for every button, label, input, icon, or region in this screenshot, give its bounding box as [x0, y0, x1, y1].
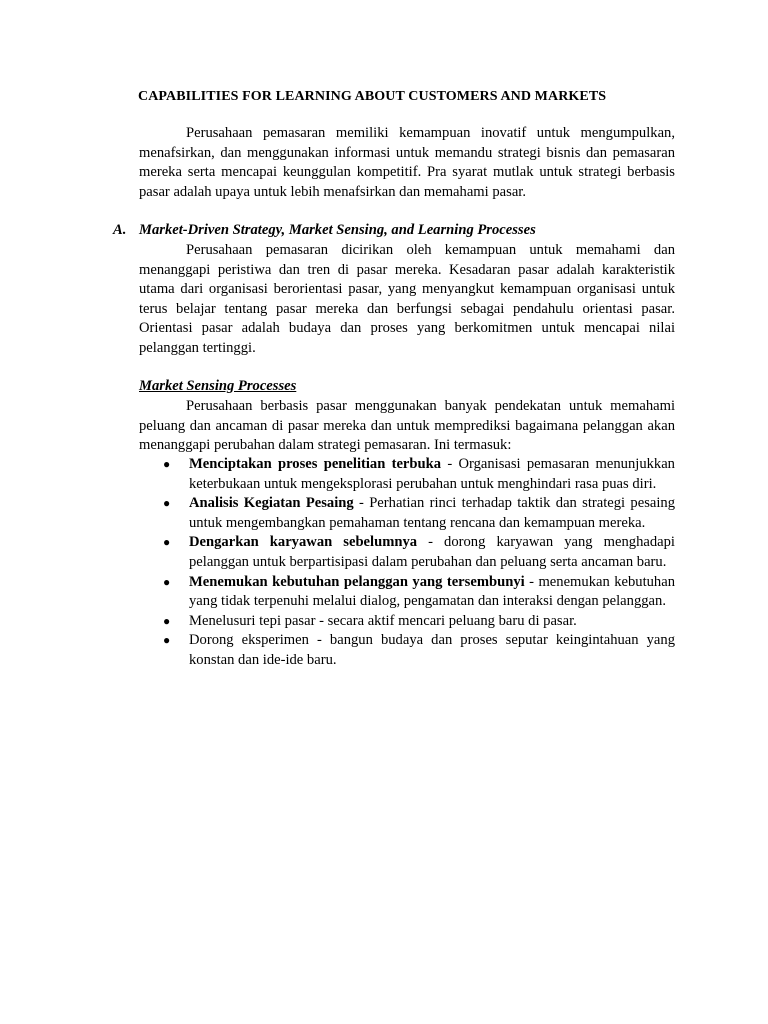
- section-paragraph: Perusahaan pemasaran dicirikan oleh kemampuan untuk memahami dan menanggapi peristiwa dan tren di pasar mereka. Kesadaran pasar adalah karakteristik utama dari organisasi berorientasi pasar, yang menyangkut kemampuan organisasi untuk terus belajar tentang pasar mereka dan berfungsi sebagai pendahulu orientasi pasar. Orientasi pasar adalah budaya dan proses yang berkomitmen untuk mencapai nilai pelanggan tertinggi.: [139, 242, 675, 356]
- list-item: [139, 494, 675, 533]
- bullet-icon: ●: [163, 574, 171, 589]
- bullet-term: Dengarkan karyawan sebelumnya: [189, 534, 418, 551]
- bullet-icon: ●: [163, 496, 171, 511]
- bullet-text: - Organisasi pemasaran menunjukkan keterbukaan untuk mengeksplorasi perubahan untuk menghindari rasa puas diri.: [189, 456, 675, 492]
- subsection-paragraph: Perusahaan berbasis pasar menggunakan banyak pendekatan untuk memahami peluang dan ancaman di pasar mereka dan untuk memprediksi bagaimana pelanggan akan menanggapi perubahan dalam strategi pemasaran. Ini termasuk:: [139, 398, 675, 454]
- list-item: [139, 612, 675, 632]
- section-heading-text: Market-Driven Strategy, Market Sensing, and Learning Processes: [139, 222, 536, 238]
- list-item: [139, 573, 675, 612]
- bullet-text: Dorong eksperimen - bangun budaya dan proses seputar keingintahuan yang konstan dan ide-ide baru.: [189, 632, 675, 668]
- bullet-term: Menciptakan proses penelitian terbuka: [189, 456, 442, 472]
- bullet-icon: ●: [163, 633, 171, 648]
- document-title: CAPABILITIES FOR LEARNING ABOUT CUSTOMERS AND MARKETS: [138, 89, 607, 104]
- list-item: [139, 631, 675, 670]
- bullet-list: [139, 455, 675, 671]
- list-item: [139, 455, 675, 494]
- bullet-icon: ●: [163, 457, 171, 471]
- bullet-term: Analisis Kegiatan Pesaing: [189, 495, 354, 512]
- section-heading: [113, 221, 536, 241]
- bullet-text: - dorong karyawan yang menghadapi pelanggan untuk berpartisipasi dalam perubahan dan peluang serta ancaman baru.: [189, 534, 675, 570]
- section-letter: A.: [113, 222, 127, 238]
- intro-paragraph: Perusahaan pemasaran memiliki kemampuan inovatif untuk mengumpulkan, menafsirkan, dan menggunakan informasi untuk memandu strategi bisnis dan pemasaran mereka serta mencapai keunggulan kompetitif. Pra syarat mutlak untuk strategi berbasis pasar adalah upaya untuk lebih menafsirkan dan memahami pasar.: [139, 125, 675, 200]
- bullet-icon: ●: [163, 535, 171, 550]
- subsection-heading: Market Sensing Processes: [139, 378, 297, 394]
- bullet-icon: ●: [163, 613, 171, 628]
- bullet-text: - menemukan kebutuhan yang tidak terpenuhi melalui dialog, pengamatan dan interaksi dengan pelanggan.: [189, 573, 676, 610]
- list-item: [139, 533, 675, 572]
- bullet-term: Menemukan kebutuhan pelanggan yang tersembunyi: [189, 573, 525, 590]
- bullet-text: - Perhatian rinci terhadap taktik dan strategi pesaing untuk mengembangkan pemahaman tentang rencana dan kemampuan mereka.: [189, 495, 676, 531]
- bullet-text: Menelusuri tepi pasar - secara aktif mencari peluang baru di pasar.: [189, 612, 577, 629]
